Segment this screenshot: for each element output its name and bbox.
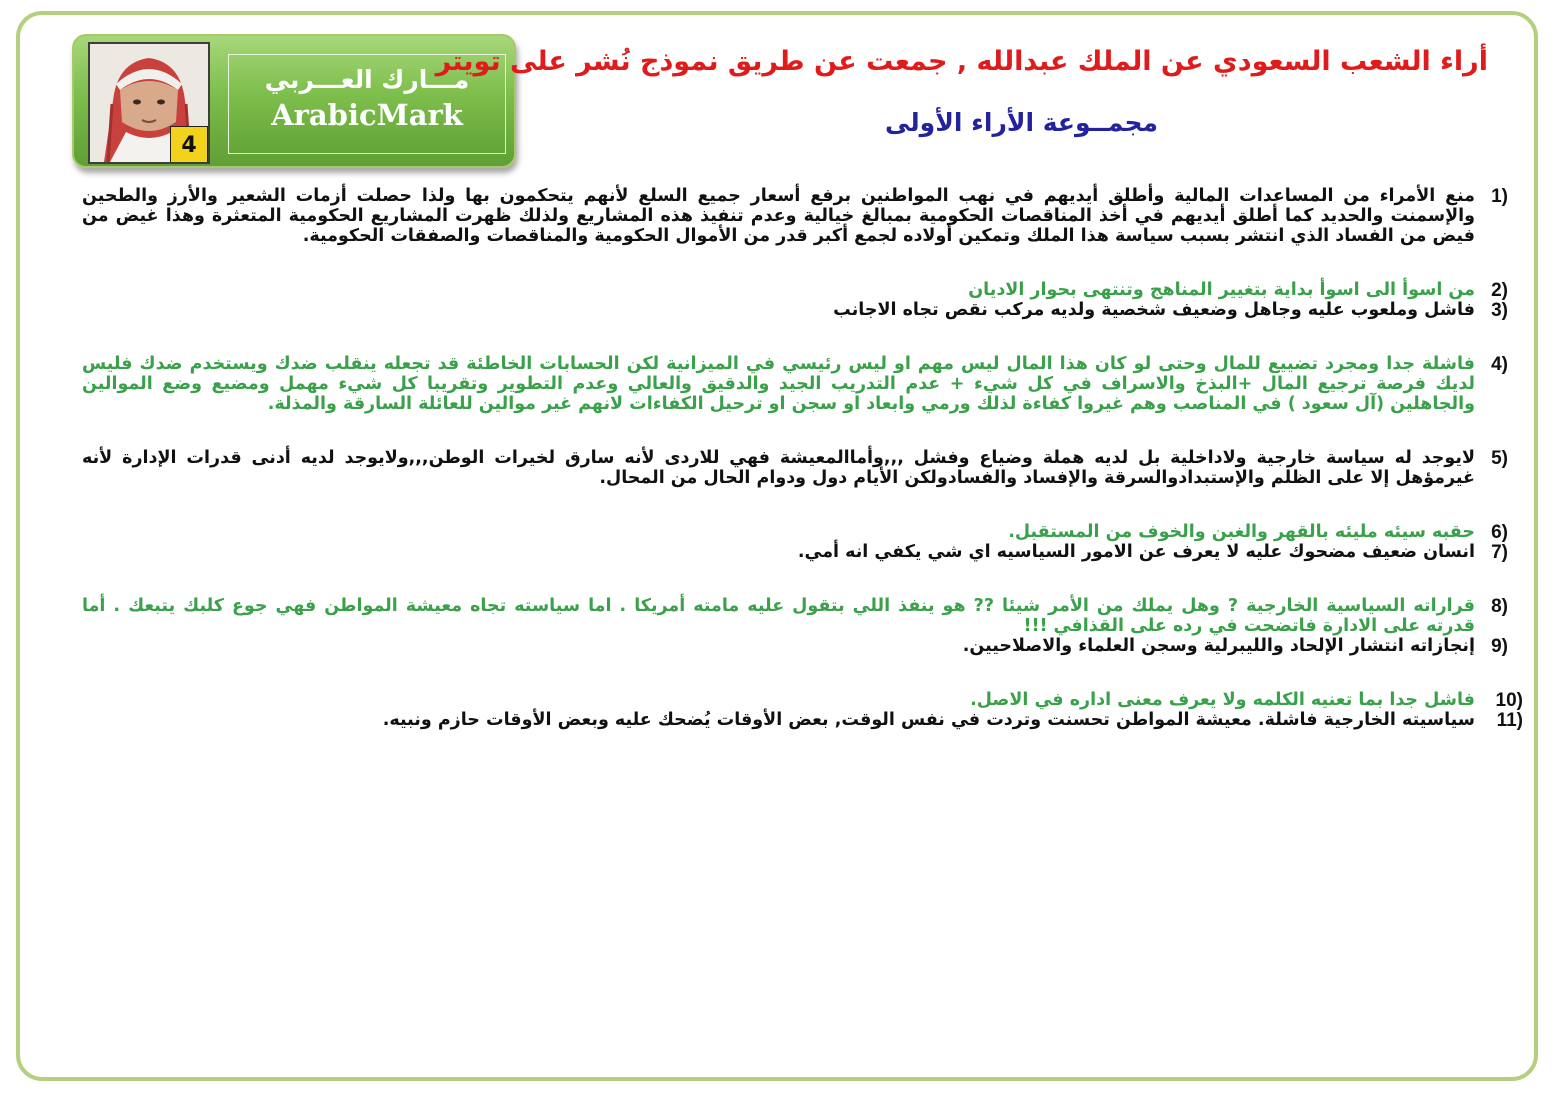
opinion-number: 10) — [1495, 690, 1523, 711]
opinion-item — [82, 710, 1523, 731]
opinion-item — [82, 448, 1508, 488]
opinion-text: حقبه سيئه مليئه بالقهر والغبن والخوف من المستقبل. — [1008, 522, 1475, 542]
opinion-text: قراراته السياسية الخارجية ? وهل يملك من الأمر شيئا ?? هو ينفذ اللي بتقول عليه مامته أمريكا . اما سياسته تجاه معيشة المواطن فهي جوع كلبك يتبعك . أما قدرته على الادارة فاتضحت في رده على القذافي !!! — [82, 596, 1475, 636]
opinion-item — [82, 300, 1508, 321]
opinions-list — [82, 186, 1523, 731]
opinion-number: 6) — [1491, 522, 1508, 543]
opinion-text: فاشلة جدا ومجرد تضييع للمال وحتى لو كان هذا المال ليس مهم او ليس رئيسي في الميزانية لكن الحسابات الخاطئة قد تجعله ينقلب ضدك ويستخدم ضدك فليس لديك فرصة ترجيع المال +البذخ والاسراف في كل شيء + عدم التدريب الجيد والدقيق والعالي وعدم التطوير وتقريبا كل شيء مهمل ومضيع وضع الموالين والجاهلين (آل سعود ) في المناصب وهم غيروا كفاءة لذلك ورمي وابعاد او سجن او ترحيل الكفاءات لانهم غير موالين للعائلة السارقة والمذلة. — [82, 354, 1475, 414]
opinion-text: فاشل جدا بما تعنيه الكلمه ولا يعرف معنى اداره في الاصل. — [970, 690, 1475, 710]
opinion-number: 7) — [1491, 542, 1508, 563]
opinion-text: انسان ضعيف مضحوك عليه لا يعرف عن الامور السياسيه اي شي يكفي انه أمي. — [797, 542, 1475, 562]
opinion-item — [82, 186, 1508, 246]
author-name-arabic: مـــارك العـــربي — [264, 65, 470, 94]
opinion-item — [82, 690, 1523, 711]
opinion-text: سياسيته الخارجية فاشلة. معيشة المواطن تحسنت وتردت في نفس الوقت, بعض الأوقات يُضحك عليه وبعض الأوقات حازم ونبيه. — [382, 710, 1475, 730]
opinion-item — [82, 636, 1508, 657]
page-subtitle: مجمــوعة الأراء الأولى — [885, 108, 1158, 137]
opinion-item — [82, 522, 1508, 543]
author-photo — [88, 42, 210, 164]
four-finger-icon: 4 — [170, 126, 208, 164]
opinion-number: 5) — [1491, 448, 1508, 469]
opinion-text: منع الأمراء من المساعدات المالية وأطلق أيديهم في نهب المواطنين برفع أسعار جميع السلع لأنهم يتحكمون بها ولذا حصلت أزمات الشعير والأرز والطحين والإسمنت والحديد كما أطلق أيديهم في أخذ المناقصات الحكومية بمبالغ خيالية وعدم تنفيذ هذه المشاريع ولذلك ظهرت المشاريع الحكومية المتعثرة وهذا غيض من فيض من الفساد الذي انتشر بسبب سياسة هذا الملك وتمكين أولاده لجمع أكبر قدر من الأموال الحكومية والمناقصات والصفقات الحكومية. — [82, 186, 1475, 246]
opinion-number: 3) — [1491, 300, 1508, 321]
opinion-item — [82, 280, 1508, 301]
opinion-item — [82, 354, 1508, 414]
opinion-number: 8) — [1491, 596, 1508, 617]
opinion-text: من اسوأ الى اسوأ بداية بتغيير المناهج وتنتهى بحوار الاديان — [968, 280, 1475, 300]
opinion-text: لايوجد له سياسة خارجية ولاداخلية بل لديه هملة وضياع وفشل ,,,وأماالمعيشة فهي للاردى لأنه سارق لخيرات الوطن,,,ولايوجد لديه أدنى قدرات الإدارة لأنه غيرمؤهل إلا على الظلم والإستبدادوالسرقة والإفساد والفسادولكن الأيام دول ودوام الحال من المحال. — [82, 448, 1475, 488]
opinion-number: 2) — [1491, 280, 1508, 301]
page-title: أراء الشعب السعودي عن الملك عبدالله , جمعت عن طريق نموذج نُشر على تويتر — [435, 46, 1488, 77]
opinion-item — [82, 542, 1508, 563]
opinion-item — [82, 596, 1508, 636]
opinion-text: فاشل وملعوب عليه وجاهل وضعيف شخصية ولديه مركب نقص تجاه الاجانب — [833, 300, 1475, 320]
opinion-number: 1) — [1491, 186, 1508, 207]
opinion-number: 11) — [1496, 710, 1523, 731]
opinion-number: 9) — [1491, 636, 1508, 657]
opinion-text: إنجازاته انتشار الإلحاد والليبرلية وسجن العلماء والاصلاحيين. — [962, 636, 1475, 656]
author-name-english: ArabicMark — [271, 98, 463, 132]
opinion-number: 4) — [1491, 354, 1508, 375]
